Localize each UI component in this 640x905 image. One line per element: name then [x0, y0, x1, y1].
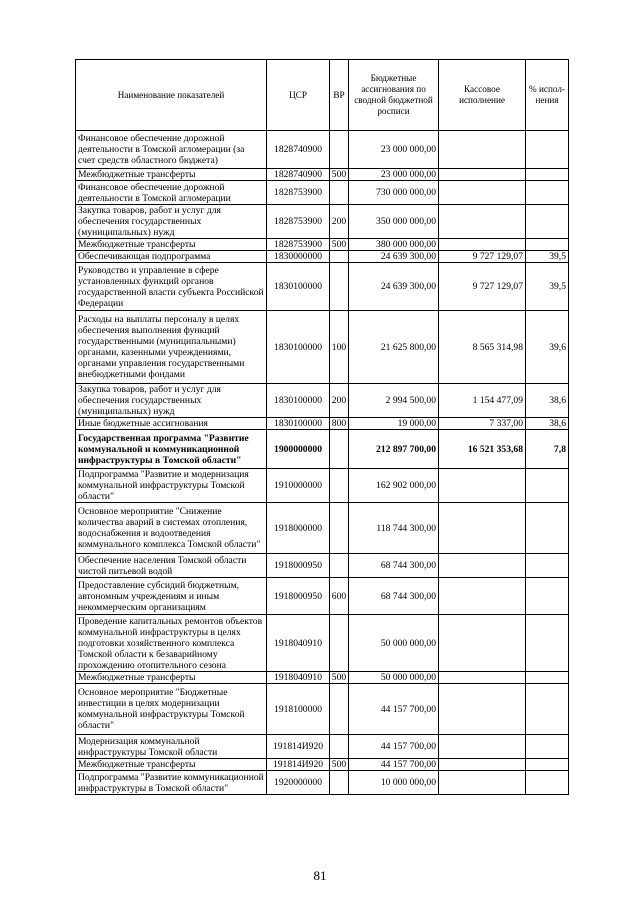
table-cell-cash: 16 521 353,68: [439, 430, 526, 469]
table-cell-vr: [330, 251, 349, 263]
table-cell-name: Предоставление субсидий бюджетным, автономным учреждениям и иным некоммерческим организациям: [76, 578, 267, 615]
table-row: [76, 554, 569, 578]
table-cell-cash: [439, 169, 526, 181]
header-csr: ЦСР: [267, 60, 330, 131]
table-cell-budget: 68 744 300,00: [349, 554, 439, 578]
table-cell-budget: 24 639 300,00: [349, 263, 439, 311]
header-name: Наименование показателей: [76, 60, 267, 131]
table-row: [76, 615, 569, 672]
table-cell-csr: 1918040910: [267, 672, 330, 684]
table-cell-cash: [439, 771, 526, 795]
table-cell-name: Межбюджетные трансферты: [76, 672, 267, 684]
table-cell-csr: 1918100000: [267, 684, 330, 735]
table-row: [76, 181, 569, 205]
budget-table: [75, 59, 569, 795]
table-cell-cash: [439, 181, 526, 205]
table-cell-percent: [526, 578, 569, 615]
table-cell-cash: [439, 239, 526, 251]
table-row: [76, 239, 569, 251]
table-cell-name: Основное мероприятие "Снижение количества аварий в системах отопления, водоснабжения и водоотведения коммунального комплекса Томской области": [76, 503, 267, 554]
table-cell-name: Государственная программа "Развитие коммунальной и коммуникационной инфраструктуры в Томской области": [76, 430, 267, 469]
table-cell-budget: 10 000 000,00: [349, 771, 439, 795]
table-cell-vr: 800: [330, 418, 349, 430]
table-cell-vr: [330, 735, 349, 759]
table-cell-cash: 8 565 314,98: [439, 311, 526, 384]
table-row: [76, 503, 569, 554]
table-cell-percent: [526, 169, 569, 181]
table-cell-budget: 118 744 300,00: [349, 503, 439, 554]
table-cell-cash: [439, 503, 526, 554]
table-cell-name: Закупка товаров, работ и услуг для обеспечения государственных (муниципальных) нужд: [76, 205, 267, 239]
table-row: [76, 263, 569, 311]
table-cell-percent: [526, 131, 569, 169]
table-cell-cash: 7 337,00: [439, 418, 526, 430]
table-cell-cash: [439, 615, 526, 672]
table-cell-vr: [330, 469, 349, 503]
table-cell-percent: [526, 554, 569, 578]
table-cell-csr: 1830100000: [267, 418, 330, 430]
table-cell-percent: 39,5: [526, 251, 569, 263]
table-cell-percent: 39,6: [526, 311, 569, 384]
table-cell-vr: [330, 503, 349, 554]
table-cell-budget: 212 897 700,00: [349, 430, 439, 469]
table-cell-vr: [330, 615, 349, 672]
table-cell-cash: 9 727 129,07: [439, 263, 526, 311]
table-cell-cash: [439, 684, 526, 735]
table-cell-vr: 500: [330, 239, 349, 251]
table-cell-name: Руководство и управление в сфере установленных функций органов государственной власти субъекта Российской Федерации: [76, 263, 267, 311]
table-cell-csr: 1918000000: [267, 503, 330, 554]
table-cell-percent: [526, 735, 569, 759]
table-cell-percent: [526, 181, 569, 205]
table-cell-name: Финансовое обеспечение дорожной деятельности в Томской агломерации (за счет средств областного бюджета): [76, 131, 267, 169]
table-cell-budget: 50 000 000,00: [349, 672, 439, 684]
table-cell-cash: [439, 735, 526, 759]
header-cash: Кассовое исполнение: [439, 60, 526, 131]
table-row: [76, 131, 569, 169]
table-cell-budget: 44 157 700,00: [349, 759, 439, 771]
table-cell-csr: 1830100000: [267, 384, 330, 418]
table-cell-vr: 600: [330, 578, 349, 615]
table-cell-cash: [439, 554, 526, 578]
table-row: [76, 418, 569, 430]
table-cell-name: Модернизация коммунальной инфраструктуры Томской области: [76, 735, 267, 759]
table-row: [76, 578, 569, 615]
table-cell-name: Подпрограмма "Развитие коммуникационной инфраструктуры в Томской области": [76, 771, 267, 795]
table-cell-percent: 7,8: [526, 430, 569, 469]
table-cell-vr: 200: [330, 384, 349, 418]
table-cell-budget: 350 000 000,00: [349, 205, 439, 239]
table-row: [76, 684, 569, 735]
table-cell-vr: 200: [330, 205, 349, 239]
header-vr: ВР: [330, 60, 349, 131]
table-cell-name: Межбюджетные трансферты: [76, 239, 267, 251]
table-cell-csr: 1910000000: [267, 469, 330, 503]
table-row: [76, 759, 569, 771]
table-cell-csr: 191814И920: [267, 759, 330, 771]
table-cell-vr: [330, 181, 349, 205]
table-cell-budget: 44 157 700,00: [349, 735, 439, 759]
table-cell-csr: 1918000950: [267, 554, 330, 578]
table-cell-budget: 2 994 500,00: [349, 384, 439, 418]
table-cell-name: Подпрограмма "Развитие и модернизация коммунальной инфраструктуры Томской области": [76, 469, 267, 503]
table-cell-vr: [330, 131, 349, 169]
table-row: [76, 771, 569, 795]
table-row: [76, 672, 569, 684]
table-cell-budget: 162 902 000,00: [349, 469, 439, 503]
table-cell-cash: [439, 469, 526, 503]
table-cell-percent: [526, 759, 569, 771]
header-percent: % испол-нения: [526, 60, 569, 131]
table-cell-percent: [526, 469, 569, 503]
table-row: [76, 251, 569, 263]
table-cell-vr: [330, 263, 349, 311]
table-cell-name: Основное мероприятие "Бюджетные инвестиции в целях модернизации коммунальной инфраструктуры Томской области": [76, 684, 267, 735]
table-row: [76, 384, 569, 418]
table-cell-percent: 38,6: [526, 418, 569, 430]
table-cell-csr: 1918000950: [267, 578, 330, 615]
table-cell-name: Финансовое обеспечение дорожной деятельности в Томской агломерации: [76, 181, 267, 205]
table-row: [76, 430, 569, 469]
table-cell-percent: [526, 771, 569, 795]
table-body: [76, 131, 569, 795]
table-cell-cash: [439, 205, 526, 239]
table-cell-csr: 1830100000: [267, 263, 330, 311]
table-cell-csr: 191814И920: [267, 735, 330, 759]
table-cell-budget: 23 000 000,00: [349, 131, 439, 169]
table-cell-csr: 1920000000: [267, 771, 330, 795]
table-cell-cash: [439, 131, 526, 169]
table-cell-csr: 1830000000: [267, 251, 330, 263]
table-cell-vr: 500: [330, 672, 349, 684]
table-cell-name: Обеспечение населения Томской области чистой питьевой водой: [76, 554, 267, 578]
table-row: [76, 735, 569, 759]
table-cell-vr: [330, 684, 349, 735]
table-cell-vr: 100: [330, 311, 349, 384]
table-cell-cash: 1 154 477,09: [439, 384, 526, 418]
table-cell-csr: 1830100000: [267, 311, 330, 384]
table-cell-csr: 1828740900: [267, 131, 330, 169]
table-cell-name: Иные бюджетные ассигнования: [76, 418, 267, 430]
table-cell-csr: 1900000000: [267, 430, 330, 469]
table-cell-percent: [526, 503, 569, 554]
table-cell-budget: 68 744 300,00: [349, 578, 439, 615]
table-cell-percent: [526, 205, 569, 239]
table-cell-budget: 50 000 000,00: [349, 615, 439, 672]
table-cell-csr: 1918040910: [267, 615, 330, 672]
table-cell-budget: 380 000 000,00: [349, 239, 439, 251]
table-cell-name: Межбюджетные трансферты: [76, 169, 267, 181]
table-cell-name: Обеспечивающая подпрограмма: [76, 251, 267, 263]
page-number: 81: [313, 868, 327, 883]
table-cell-budget: 730 000 000,00: [349, 181, 439, 205]
table-cell-csr: 1828753900: [267, 205, 330, 239]
table-row: [76, 169, 569, 181]
table-row: [76, 311, 569, 384]
table-cell-budget: 24 639 300,00: [349, 251, 439, 263]
table-cell-csr: 1828753900: [267, 181, 330, 205]
table-cell-budget: 21 625 800,00: [349, 311, 439, 384]
table-cell-cash: [439, 759, 526, 771]
table-row: [76, 205, 569, 239]
table-cell-name: Межбюджетные трансферты: [76, 759, 267, 771]
table-cell-percent: [526, 239, 569, 251]
table-cell-name: Проведение капитальных ремонтов объектов коммунальной инфраструктуры в целях подготовки хозяйственного комплекса Томской области к безаварийному прохождению отопительного сезона: [76, 615, 267, 672]
table-cell-vr: [330, 771, 349, 795]
table-cell-vr: [330, 430, 349, 469]
table-cell-budget: 44 157 700,00: [349, 684, 439, 735]
table-cell-name: Расходы на выплаты персоналу в целях обеспечения выполнения функций государственными (муниципальными) органами, казенными учреждениями, органами управления государственными внебюджетными фондами: [76, 311, 267, 384]
table-row: [76, 469, 569, 503]
table-cell-csr: 1828753900: [267, 239, 330, 251]
table-cell-cash: [439, 672, 526, 684]
table-cell-percent: [526, 672, 569, 684]
table-header-row: [76, 60, 569, 131]
table-cell-name: Закупка товаров, работ и услуг для обеспечения государственных (муниципальных) нужд: [76, 384, 267, 418]
table-cell-cash: 9 727 129,07: [439, 251, 526, 263]
table-cell-csr: 1828740900: [267, 169, 330, 181]
table-cell-vr: [330, 554, 349, 578]
table-cell-vr: 500: [330, 169, 349, 181]
table-cell-percent: 39,5: [526, 263, 569, 311]
table-cell-cash: [439, 578, 526, 615]
table-cell-percent: [526, 615, 569, 672]
table-cell-budget: 23 000 000,00: [349, 169, 439, 181]
table-cell-percent: 38,6: [526, 384, 569, 418]
table-cell-vr: 500: [330, 759, 349, 771]
table-cell-percent: [526, 684, 569, 735]
table-cell-budget: 19 000,00: [349, 418, 439, 430]
header-budget: Бюджетные ассигнования по сводной бюджетной росписи: [349, 60, 439, 131]
